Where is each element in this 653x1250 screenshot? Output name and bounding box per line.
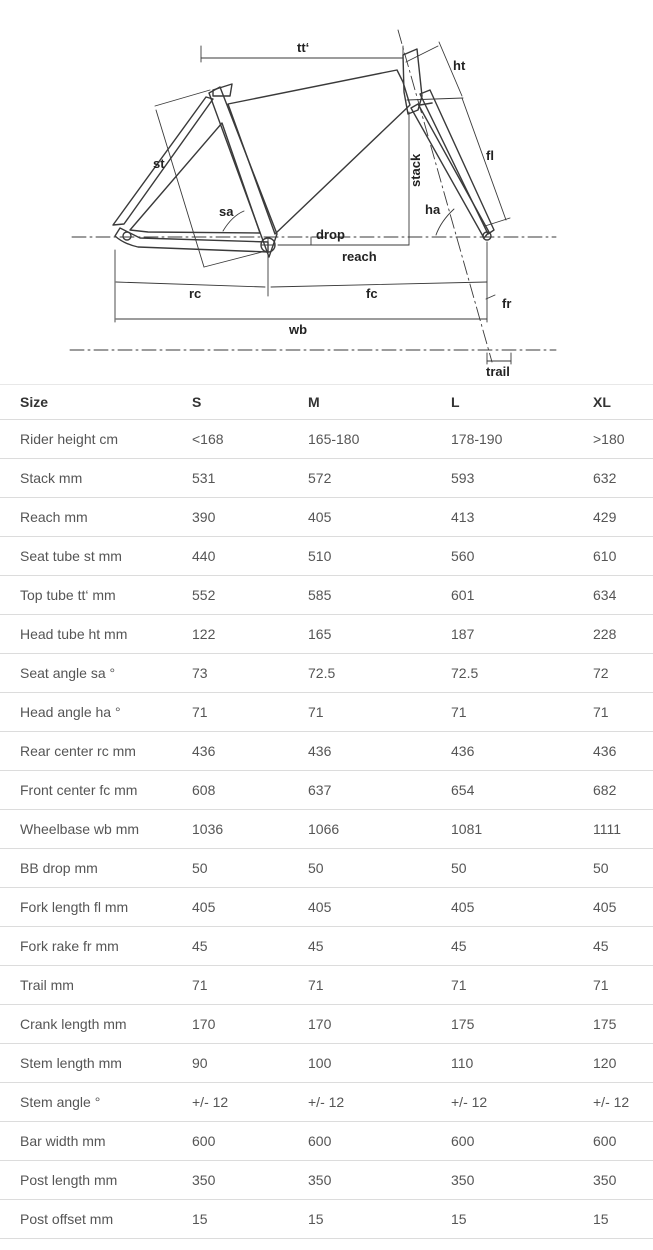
table-row xyxy=(0,654,653,693)
label-tt: tt‘ xyxy=(297,40,310,55)
header-size: Size xyxy=(0,385,192,420)
row-label: Seat angle sa ° xyxy=(0,654,192,693)
label-ht: ht xyxy=(453,58,466,73)
row-value: <168 xyxy=(192,420,308,459)
header-size-xl: XL xyxy=(593,385,653,420)
row-value: 634 xyxy=(593,576,653,615)
row-value: 1081 xyxy=(451,810,593,849)
row-value: +/- 12 xyxy=(451,1083,593,1122)
row-value: 72.5 xyxy=(308,654,451,693)
row-value: 45 xyxy=(308,927,451,966)
table-row xyxy=(0,459,653,498)
label-fr: fr xyxy=(502,296,512,311)
table-row xyxy=(0,576,653,615)
row-label: Bar width mm xyxy=(0,1122,192,1161)
row-label: Wheelbase wb mm xyxy=(0,810,192,849)
row-value: 71 xyxy=(451,693,593,732)
row-value: 178-190 xyxy=(451,420,593,459)
header-size-s: S xyxy=(192,385,308,420)
row-value: 73 xyxy=(192,654,308,693)
row-value: 390 xyxy=(192,498,308,537)
row-value: 72.5 xyxy=(451,654,593,693)
table-row xyxy=(0,1161,653,1200)
row-value: 175 xyxy=(451,1005,593,1044)
table-header-row xyxy=(0,385,653,420)
row-value: 585 xyxy=(308,576,451,615)
row-value: 350 xyxy=(308,1161,451,1200)
row-value: 600 xyxy=(451,1122,593,1161)
row-label: Head tube ht mm xyxy=(0,615,192,654)
header-size-m: M xyxy=(308,385,451,420)
row-value: +/- 12 xyxy=(593,1083,653,1122)
row-value: 436 xyxy=(593,732,653,771)
row-label: Stem length mm xyxy=(0,1044,192,1083)
table-row xyxy=(0,888,653,927)
row-label: Top tube tt‘ mm xyxy=(0,576,192,615)
row-value: 552 xyxy=(192,576,308,615)
row-value: 45 xyxy=(593,927,653,966)
geometry-table xyxy=(0,384,653,1239)
table-row xyxy=(0,771,653,810)
row-value: 50 xyxy=(593,849,653,888)
row-value: 50 xyxy=(451,849,593,888)
row-value: 600 xyxy=(308,1122,451,1161)
row-value: 531 xyxy=(192,459,308,498)
row-value: 600 xyxy=(192,1122,308,1161)
bike-frame xyxy=(113,49,494,257)
row-label: Rear center rc mm xyxy=(0,732,192,771)
row-value: 436 xyxy=(451,732,593,771)
row-value: 45 xyxy=(192,927,308,966)
label-drop: drop xyxy=(316,227,345,242)
row-value: 71 xyxy=(451,966,593,1005)
header-size-l: L xyxy=(451,385,593,420)
row-value: 45 xyxy=(451,927,593,966)
row-value: 72 xyxy=(593,654,653,693)
row-label: Trail mm xyxy=(0,966,192,1005)
row-value: 175 xyxy=(593,1005,653,1044)
row-label: Stem angle ° xyxy=(0,1083,192,1122)
row-label: Post length mm xyxy=(0,1161,192,1200)
row-value: 15 xyxy=(451,1200,593,1239)
row-value: 1111 xyxy=(593,810,653,849)
label-rc: rc xyxy=(189,286,202,301)
row-value: >180 xyxy=(593,420,653,459)
table-body xyxy=(0,420,653,1239)
row-value: 654 xyxy=(451,771,593,810)
row-value: 572 xyxy=(308,459,451,498)
row-value: 120 xyxy=(593,1044,653,1083)
row-label: Seat tube st mm xyxy=(0,537,192,576)
table-row xyxy=(0,693,653,732)
row-value: 440 xyxy=(192,537,308,576)
row-value: 122 xyxy=(192,615,308,654)
row-value: 1066 xyxy=(308,810,451,849)
row-value: 50 xyxy=(192,849,308,888)
row-label: Rider height cm xyxy=(0,420,192,459)
row-value: 593 xyxy=(451,459,593,498)
row-value: 610 xyxy=(593,537,653,576)
row-label: Fork rake fr mm xyxy=(0,927,192,966)
row-value: 71 xyxy=(308,693,451,732)
row-value: 682 xyxy=(593,771,653,810)
row-value: 560 xyxy=(451,537,593,576)
row-label: Front center fc mm xyxy=(0,771,192,810)
table-row xyxy=(0,615,653,654)
label-wb: wb xyxy=(289,322,308,337)
table-row xyxy=(0,498,653,537)
row-value: 15 xyxy=(593,1200,653,1239)
dimension-lines xyxy=(115,42,511,364)
row-value: 100 xyxy=(308,1044,451,1083)
row-value: 350 xyxy=(192,1161,308,1200)
table-row xyxy=(0,927,653,966)
table-row xyxy=(0,810,653,849)
table-row xyxy=(0,1044,653,1083)
row-label: Stack mm xyxy=(0,459,192,498)
row-value: 15 xyxy=(308,1200,451,1239)
row-value: 436 xyxy=(308,732,451,771)
row-value: 632 xyxy=(593,459,653,498)
row-value: 71 xyxy=(593,966,653,1005)
table-row xyxy=(0,1083,653,1122)
row-value: 350 xyxy=(593,1161,653,1200)
row-label: Fork length fl mm xyxy=(0,888,192,927)
row-value: 405 xyxy=(192,888,308,927)
table-row xyxy=(0,537,653,576)
table-row xyxy=(0,1005,653,1044)
table-row xyxy=(0,420,653,459)
row-value: 436 xyxy=(192,732,308,771)
table-row xyxy=(0,732,653,771)
row-value: 601 xyxy=(451,576,593,615)
table-row xyxy=(0,849,653,888)
row-value: 71 xyxy=(192,693,308,732)
row-value: 71 xyxy=(593,693,653,732)
row-value: 228 xyxy=(593,615,653,654)
label-fl: fl xyxy=(486,148,494,163)
row-value: 405 xyxy=(593,888,653,927)
row-value: 187 xyxy=(451,615,593,654)
label-stack: stack xyxy=(408,153,423,187)
label-reach: reach xyxy=(342,249,377,264)
label-trail: trail xyxy=(486,364,510,379)
table-row xyxy=(0,1200,653,1239)
row-value: 165 xyxy=(308,615,451,654)
label-st: st xyxy=(153,156,165,171)
row-value: 405 xyxy=(308,888,451,927)
label-ha: ha xyxy=(425,202,441,217)
label-sa: sa xyxy=(219,204,234,219)
row-value: 165-180 xyxy=(308,420,451,459)
frame-geometry-diagram xyxy=(0,0,653,385)
row-value: 90 xyxy=(192,1044,308,1083)
frame-geometry-svg xyxy=(0,0,653,385)
row-value: 170 xyxy=(192,1005,308,1044)
row-value: 71 xyxy=(192,966,308,1005)
table-row xyxy=(0,1122,653,1161)
row-value: 15 xyxy=(192,1200,308,1239)
table-row xyxy=(0,966,653,1005)
row-label: Head angle ha ° xyxy=(0,693,192,732)
row-label: Post offset mm xyxy=(0,1200,192,1239)
row-value: +/- 12 xyxy=(308,1083,451,1122)
row-value: 510 xyxy=(308,537,451,576)
row-value: +/- 12 xyxy=(192,1083,308,1122)
row-value: 350 xyxy=(451,1161,593,1200)
row-label: BB drop mm xyxy=(0,849,192,888)
row-value: 71 xyxy=(308,966,451,1005)
row-value: 170 xyxy=(308,1005,451,1044)
row-value: 405 xyxy=(308,498,451,537)
row-value: 413 xyxy=(451,498,593,537)
row-value: 50 xyxy=(308,849,451,888)
row-value: 429 xyxy=(593,498,653,537)
label-fc: fc xyxy=(366,286,378,301)
row-value: 608 xyxy=(192,771,308,810)
row-value: 405 xyxy=(451,888,593,927)
row-label: Crank length mm xyxy=(0,1005,192,1044)
row-value: 637 xyxy=(308,771,451,810)
row-label: Reach mm xyxy=(0,498,192,537)
row-value: 600 xyxy=(593,1122,653,1161)
row-value: 1036 xyxy=(192,810,308,849)
row-value: 110 xyxy=(451,1044,593,1083)
